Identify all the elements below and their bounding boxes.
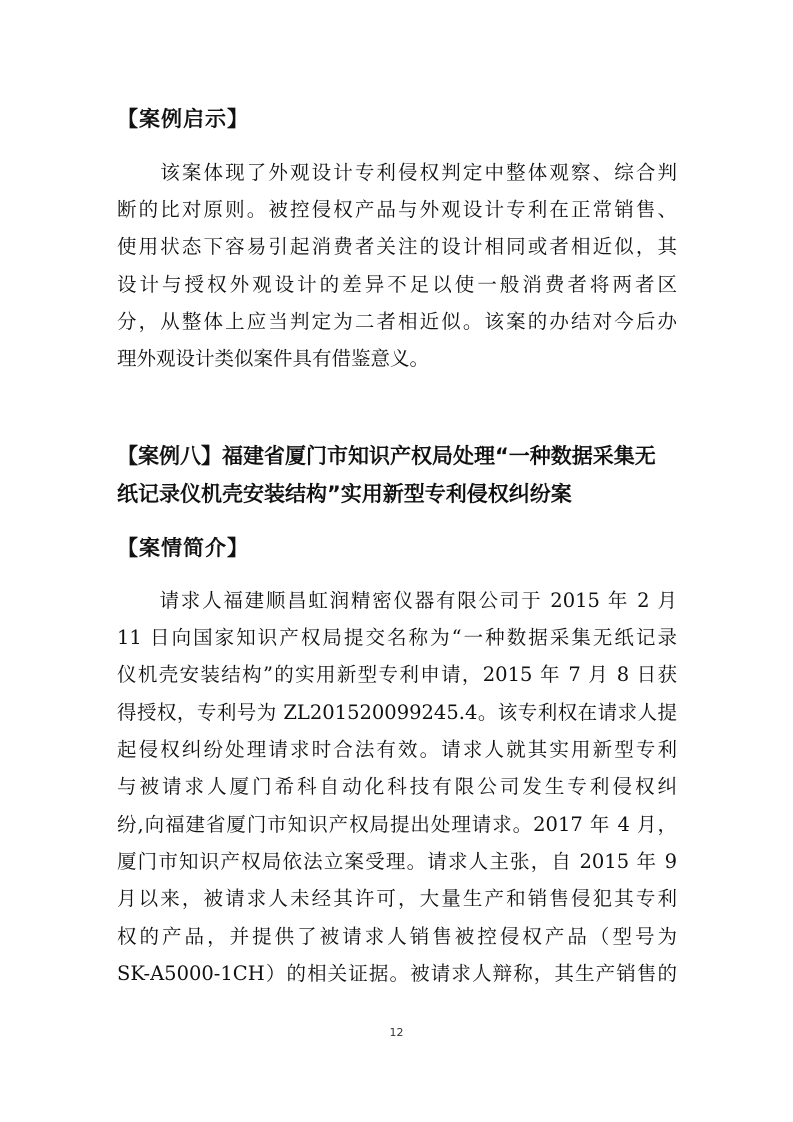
paragraph-line: 理外观设计类似案件具有借鉴意义。 [117,347,430,370]
paragraph-line: 起侵权纠纷处理请求时合法有效。请求人就其实用新型专利 [117,738,677,761]
paragraph-line: 与被请求人厦门希科自动化科技有限公司发生专利侵权纠 [117,775,677,798]
paragraph-line: 仪机壳安装结构”的实用新型专利申请，2015 年 7 月 8 日获 [117,663,677,686]
case8-title-line-2: 纸记录仪机壳安装结构”实用新型专利侵权纠纷案 [117,482,572,506]
case-summary-heading: 【案情简介】 [117,536,249,560]
case8-title-line-1: 【案例八】福建省厦门市知识产权局处理“一种数据采集无 [117,444,656,468]
paragraph-line: 权的产品，并提供了被请求人销售被控侵权产品（型号为 [117,925,677,948]
page-number: 12 [389,1026,404,1039]
paragraph-line: 该案体现了外观设计专利侵权判定中整体观察、综合判 [117,161,677,184]
paragraph-line: 厦门市知识产权局依法立案受理。请求人主张，自 2015 年 9 [117,850,677,873]
paragraph-line: 断的比对原则。被控侵权产品与外观设计专利在正常销售、 [117,198,677,221]
paragraph-line: 纷,向福建省厦门市知识产权局提出处理请求。2017 年 4 月， [117,813,677,836]
paragraph-line: 11 日向国家知识产权局提交名称为“一种数据采集无纸记录 [117,626,677,649]
case-insight-heading: 【案例启示】 [117,107,249,131]
paragraph-line: 使用状态下容易引起消费者关注的设计相同或者相近似，其 [117,235,677,258]
paragraph-line: 分，从整体上应当判定为二者相近似。该案的办结对今后办 [117,310,677,333]
paragraph-line: 月以来，被请求人未经其许可，大量生产和销售侵犯其专利 [117,887,677,910]
paragraph-line: 请求人福建顺昌虹润精密仪器有限公司于 2015 年 2 月 [117,589,677,612]
paragraph-line: 得授权，专利号为 ZL201520099245.4。该专利权在请求人提 [117,701,677,724]
paragraph-line: 设计与授权外观设计的差异不足以使一般消费者将两者区 [117,273,677,296]
paragraph-line: SK-A5000-1CH）的相关证据。被请求人辩称，其生产销售的 [117,962,677,985]
